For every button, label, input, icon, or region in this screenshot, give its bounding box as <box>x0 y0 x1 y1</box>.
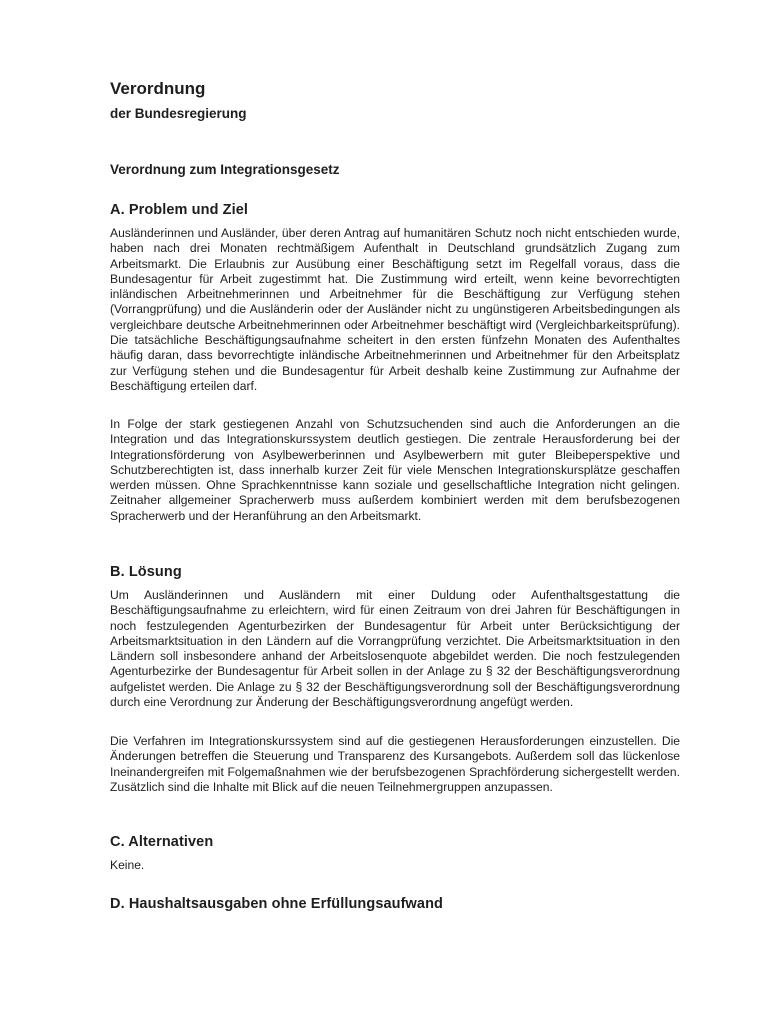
section-d-heading: D. Haushaltsausgaben ohne Erfüllungsaufwand <box>110 896 444 912</box>
document-subtitle: der Bundesregierung <box>110 106 247 121</box>
section-c-heading: C. Alternativen <box>110 834 214 850</box>
document-title: Verordnung <box>110 79 206 98</box>
section-a-heading: A. Problem und Ziel <box>110 202 249 218</box>
section-b-paragraph-2: Die Verfahren im Integrationskurssystem sind auf die gestiegenen Herausforderungen einzustellen. Die Änderungen betreffen die Steuerung und Transparenz des Kursangebots. Außerdem soll das lückenlose Ineinandergreifen mit Folgemaßnahmen wie der berufsbezogenen Sprachförderung sichergestellt werden. Zusätzlich sind die Inhalte mit Blick auf die neuen Teilnehmergruppen anzupassen. <box>110 734 680 794</box>
section-c-paragraph-1: Keine. <box>110 858 145 872</box>
section-a-paragraph-2: In Folge der stark gestiegenen Anzahl von Schutzsuchenden sind auch die Anforderungen an die Integration und das Integrationskurssystem deutlich gestiegen. Die zentrale Herausforderung bei der Integrationsförderung von Asylbewerberinnen und Asylbewerbern mit guter Bleibeperspektive und Schutzberechtigten ist, dass innerhalb kurzer Zeit für viele Menschen Integrationskursplätze geschaffen werden müssen. Ohne Sprachkenntnisse kann soziale und gesellschaftliche Integration nicht gelingen. Zeitnaher allgemeiner Spracherwerb muss außerdem kombiniert werden mit dem berufsbezogenen Spracherwerb und der Heranführung an den Arbeitsmarkt. <box>110 417 680 523</box>
section-b-heading: B. Lösung <box>110 564 182 580</box>
section-a-paragraph-1: Ausländerinnen und Ausländer, über deren Antrag auf humanitären Schutz noch nicht entschieden wurde, haben nach drei Monaten rechtmäßigem Aufenthalt in Deutschland grundsätzlich Zugang zum Arbeitsmarkt. Die Erlaubnis zur Ausübung einer Beschäftigung setzt im Regelfall voraus, dass die Bundesagentur für Arbeit zugestimmt hat. Die Zustimmung wird erteilt, wenn keine bevorrechtigten inländischen Arbeitnehmerinnen und Arbeitnehmer für die Beschäftigung zur Verfügung stehen (Vorrangprüfung) und die Ausländerin oder der Ausländer nicht zu ungünstigeren Arbeitsbedingungen als vergleichbare deutsche Arbeitnehmerinnen oder Arbeitnehmer beschäftigt wird (Vergleichbarkeitsprüfung). Die tatsächliche Beschäftigungsaufnahme scheitert in den ersten fünfzehn Monaten des Aufenthaltes häufig daran, dass bevorrechtigte inländische Arbeitnehmerinnen und Arbeitnehmer für den Arbeitsplatz zur Verfügung stehen und die Bundesagentur für Arbeit deshalb keine Zustimmung zur Aufnahme der Beschäftigung erteilen darf. <box>110 226 680 393</box>
section-b-paragraph-1: Um Ausländerinnen und Ausländern mit einer Duldung oder Aufenthaltsgestattung die Beschäftigungsaufnahme zu erleichtern, wird für einen Zeitraum von drei Jahren für Beschäftigungen in noch festzulegenden Agenturbezirken der Bundesagentur für Arbeit unter Berücksichtigung der Arbeitsmarktsituation in den Ländern auf die Vorrangprüfung verzichtet. Die Arbeitsmarktsituation in den Ländern soll insbesondere anhand der Arbeitslosenquote abgebildet werden. Die noch festzulegenden Agenturbezirke der Bundesagentur für Arbeit sollen in der Anlage zu § 32 der Beschäftigungsverordnung aufgelistet werden. Die Anlage zu § 32 der Beschäftigungsverordnung soll der Beschäftigungsverordnung durch eine Verordnung zur Änderung der Beschäftigungsverordnung angefügt werden. <box>110 588 680 710</box>
regulation-title: Verordnung zum Integrationsgesetz <box>110 162 340 177</box>
